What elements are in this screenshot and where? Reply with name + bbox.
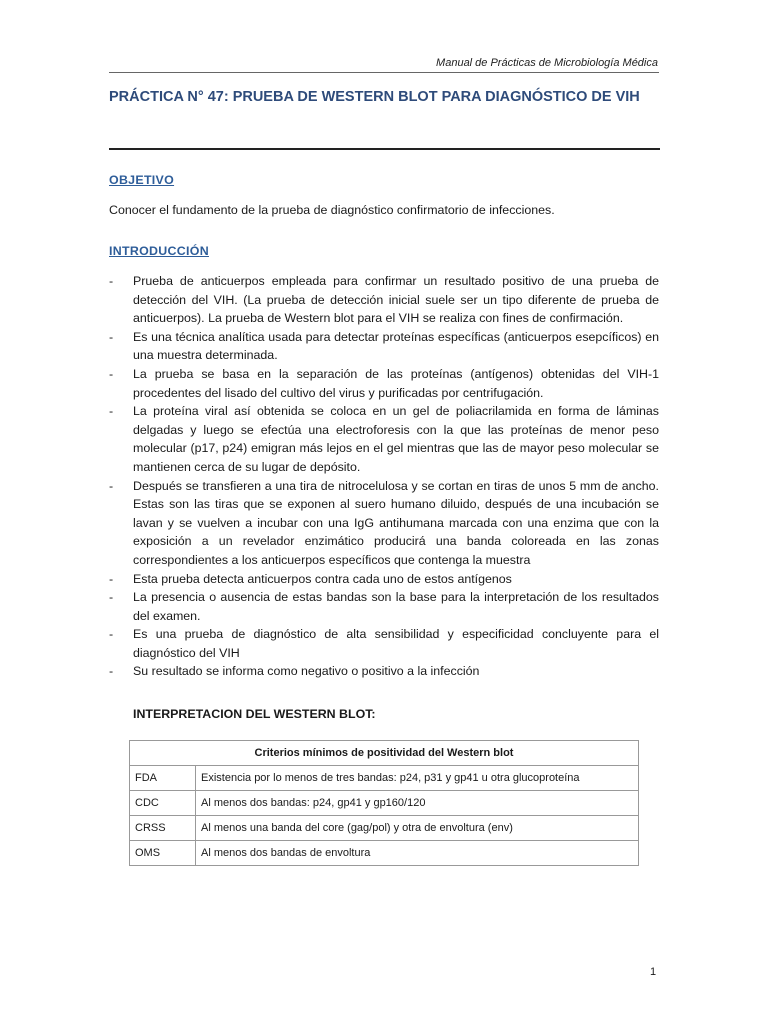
section-heading-introduccion: INTRODUCCIÓN [109,244,209,258]
list-item [109,272,659,328]
table-cell-org: FDA [130,766,196,791]
bullet-dash: - [109,590,114,605]
table-row [130,816,639,841]
list-item [109,588,659,625]
page-title: PRÁCTICA N° 47: PRUEBA DE WESTERN BLOT PARA DIAGNÓSTICO DE VIH [109,89,640,105]
bullet-dash: - [109,366,114,381]
list-item-text: Esta prueba detecta anticuerpos contra cada uno de estos antígenos [133,571,512,586]
list-item [109,477,659,570]
table-cell-criterion: Al menos dos bandas de envoltura [196,841,639,866]
list-item [109,328,659,365]
list-item-text: Prueba de anticuerpos empleada para confirmar un resultado positivo de una prueba de detección del VIH. (La prueba de detección inicial suele ser un tipo diferente de prueba de anticuerpos). La prueba de Western blot para el VIH se realiza con fines de confirmación. [133,274,659,326]
list-item-text: Su resultado se informa como negativo o positivo a la infección [133,664,480,679]
bullet-dash: - [109,571,114,586]
list-item [109,570,659,589]
bullet-dash: - [109,404,114,419]
table-cell-criterion: Al menos una banda del core (gag/pol) y otra de envoltura (env) [196,816,639,841]
bullet-dash: - [109,478,114,493]
table-caption: Criterios mínimos de positividad del Western blot [130,741,639,766]
list-item-text: La proteína viral así obtenida se coloca en un gel de poliacrilamida en forma de láminas delgadas y luego se efectúa una electroforesis con la que las proteínas de menor peso molecular (p17, p24) emigran más lejos en el gel mientras que las de mayor peso molecular se mantienen cerca de su lugar de depósito. [133,404,659,474]
page-number: 1 [650,966,657,978]
list-item [109,662,659,681]
list-item-text: La prueba se basa en la separación de las proteínas (antígenos) obtenidas del VIH-1 procedentes del lisado del cultivo del virus y purificadas por centrifugación. [133,366,659,400]
list-item [109,402,659,476]
table-cell-org: CRSS [130,816,196,841]
bullet-dash: - [109,664,114,679]
criteria-table [129,740,639,866]
table-row [130,791,639,816]
header-divider [109,72,659,73]
table-header-row [130,741,639,766]
list-item-text: Después se transfieren a una tira de nitrocelulosa y se cortan en tiras de unos 5 mm de ancho. Estas son las tiras que se exponen al suero humano diluido, después de una incubación se lavan y se vuelven a incubar con una IgG antihumana marcada con una enzima que con la exposición a un revelador enzimático producirá una banda coloreada en las zonas correspondientes a los anticuerpos específicos que contenga la muestra [133,478,659,567]
table-cell-criterion: Al menos dos bandas: p24, gp41 y gp160/120 [196,791,639,816]
table-cell-org: CDC [130,791,196,816]
list-item [109,625,659,662]
list-item-text: Es una prueba de diagnóstico de alta sensibilidad y especificidad concluyente para el diagnóstico del VIH [133,627,659,660]
introduccion-list [109,272,659,681]
table-cell-criterion: Existencia por lo menos de tres bandas: p24, p31 y gp41 u otra glucoproteína [196,766,639,791]
table-row [130,841,639,866]
table-row [130,766,639,791]
bullet-dash: - [109,627,114,642]
bullet-dash: - [109,274,114,288]
section-heading-objetivo: OBJETIVO [109,173,175,187]
list-item-text: La presencia o ausencia de estas bandas son la base para la interpretación de los resultados del examen. [133,590,659,623]
running-header: Manual de Prácticas de Microbiología Médica [436,57,658,69]
objetivo-text: Conocer el fundamento de la prueba de diagnóstico confirmatorio de infecciones. [109,203,555,217]
list-item-text: Es una técnica analítica usada para detectar proteínas específicas (anticuerpos esepcíficos) en una muestra determinada. [133,329,659,363]
list-item [109,365,659,402]
table-cell-org: OMS [130,841,196,866]
interpretacion-heading: INTERPRETACION DEL WESTERN BLOT: [133,707,376,721]
title-divider [109,148,660,150]
bullet-dash: - [109,329,114,344]
